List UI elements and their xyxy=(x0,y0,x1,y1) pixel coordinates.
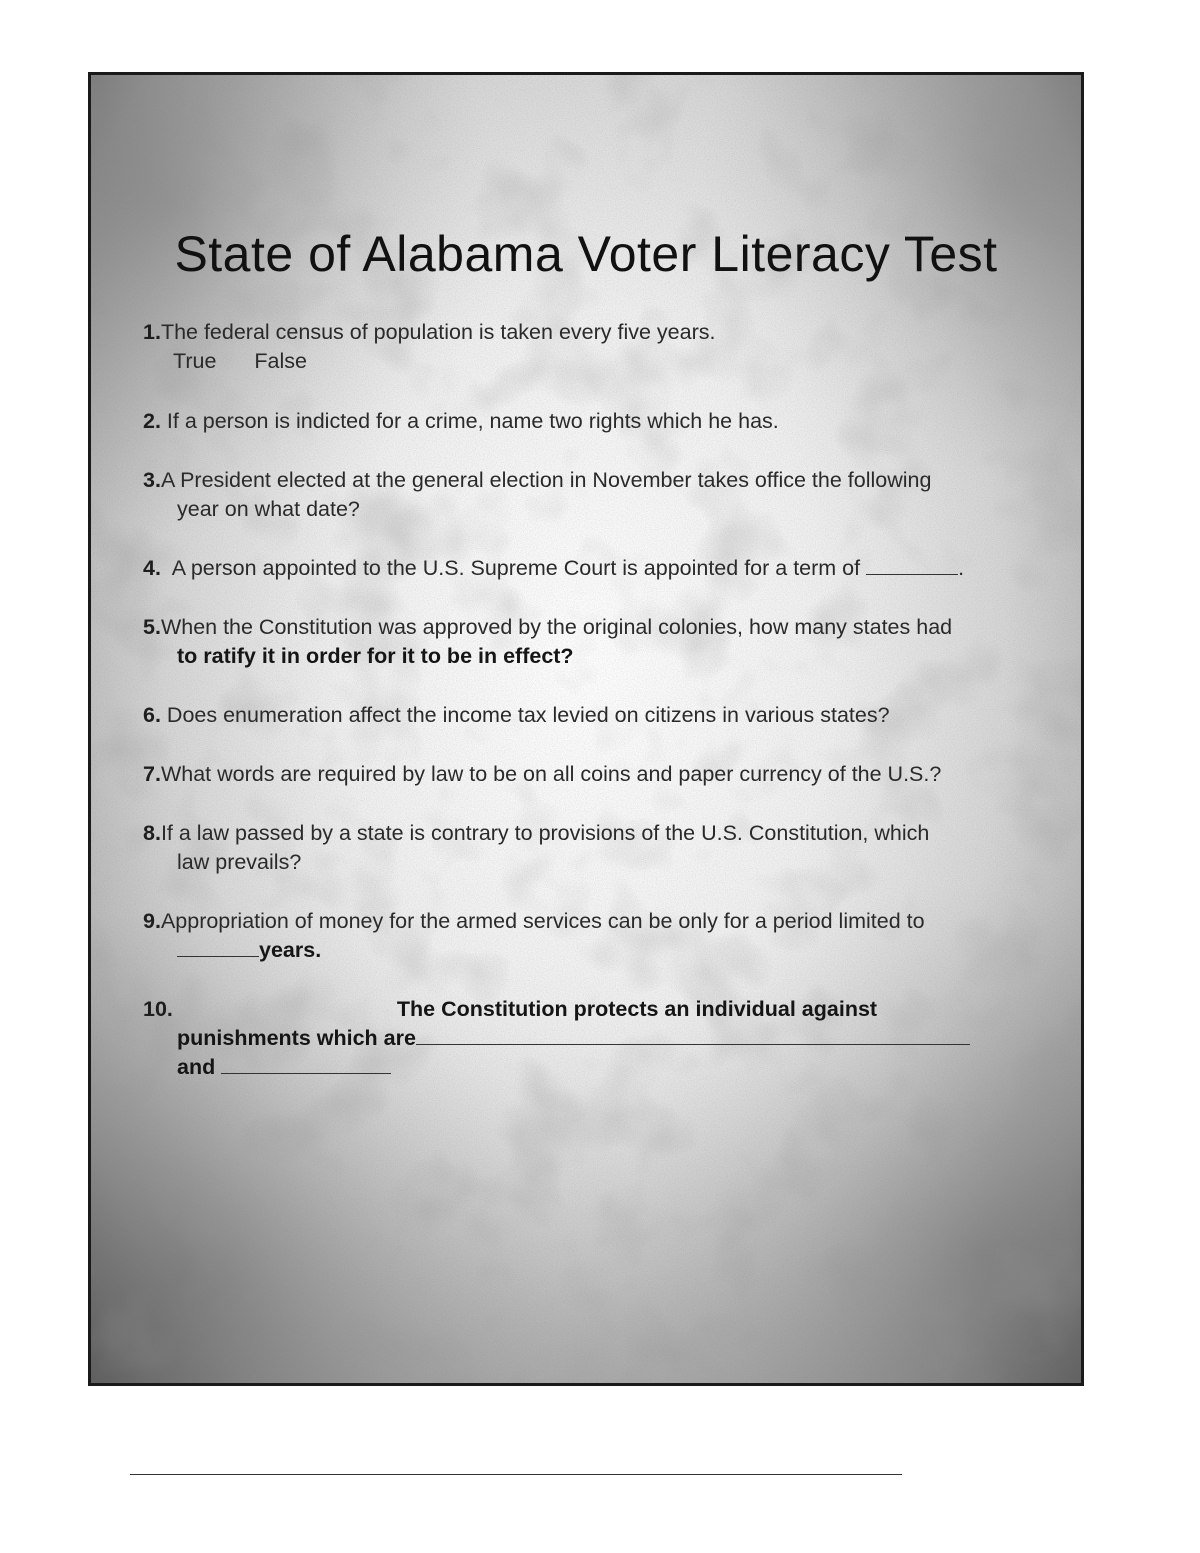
question-text: Appropriation of money for the armed services can be only for a period limited to xyxy=(160,909,925,933)
question-text: A person appointed to the U.S. Supreme Court is appointed for a term of xyxy=(160,556,867,580)
answer-blank[interactable] xyxy=(866,554,958,575)
signature-line xyxy=(130,1474,902,1475)
question-6 xyxy=(143,701,1043,730)
answer-blank-2[interactable] xyxy=(221,1053,391,1074)
question-number: 1. xyxy=(143,320,161,344)
page-title: State of Alabama Voter Literacy Test xyxy=(174,226,998,282)
question-number: 9. xyxy=(143,909,161,933)
question-text: If a law passed by a state is contrary to provisions of the U.S. Constitution, which xyxy=(160,821,930,845)
question-10 xyxy=(143,995,1043,1082)
question-text-continued xyxy=(143,1024,1043,1053)
document-frame xyxy=(88,72,1084,1386)
question-number: 5. xyxy=(143,615,161,639)
true-false-options xyxy=(143,347,1043,376)
question-9 xyxy=(143,907,1043,965)
question-number: 2. xyxy=(143,409,161,433)
answer-blank-1[interactable] xyxy=(416,1024,970,1045)
question-text-continued: to ratify it in order for it to be in effect? xyxy=(177,644,574,668)
question-text: The federal census of population is taken every five years. xyxy=(160,320,716,344)
question-text-continued: law prevails? xyxy=(177,850,302,874)
question-2 xyxy=(143,407,1043,436)
question-number: 7. xyxy=(143,762,161,786)
question-4 xyxy=(143,554,1043,583)
question-number: 4. xyxy=(143,556,161,580)
question-number: 10. xyxy=(143,997,173,1021)
question-text: When the Constitution was approved by the original colonies, how many states had xyxy=(160,615,953,639)
question-text: What words are required by law to be on all coins and paper currency of the U.S.? xyxy=(160,762,942,786)
question-number: 8. xyxy=(143,821,161,845)
question-text: The Constitution protects an individual against xyxy=(396,997,878,1021)
question-text: A President elected at the general election in November takes office the following xyxy=(160,468,932,492)
question-8 xyxy=(143,819,1043,877)
question-1 xyxy=(143,318,1043,376)
question-3 xyxy=(143,466,1043,524)
question-text-line2: punishments which are xyxy=(177,1026,416,1050)
option-true[interactable]: True xyxy=(173,349,217,373)
question-text-continued-2 xyxy=(143,1053,1043,1082)
question-text-continued xyxy=(143,936,1043,965)
question-text: Does enumeration affect the income tax levied on citizens in various states? xyxy=(160,703,890,727)
question-text-line3: and xyxy=(177,1055,216,1079)
question-7 xyxy=(143,760,1043,789)
question-text-end: years. xyxy=(259,938,322,962)
question-text: If a person is indicted for a crime, name two rights which he has. xyxy=(160,409,779,433)
question-text-end: . xyxy=(958,556,965,580)
question-number: 3. xyxy=(143,468,161,492)
answer-blank[interactable] xyxy=(177,936,259,957)
question-number: 6. xyxy=(143,703,161,727)
option-false[interactable]: False xyxy=(254,349,307,373)
question-5 xyxy=(143,613,1043,671)
question-text-continued: year on what date? xyxy=(177,497,360,521)
